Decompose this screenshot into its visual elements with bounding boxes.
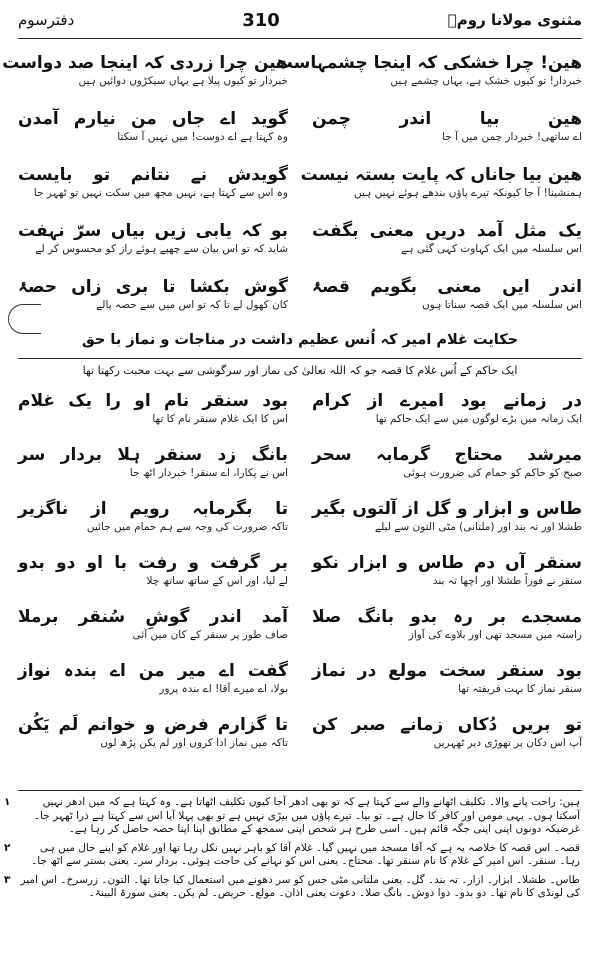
translation-line: سنقر نے فوراً طشلا اور اچھا تہ بند — [432, 575, 582, 587]
verse-pair — [312, 220, 582, 256]
footnote — [4, 796, 582, 837]
verse-line: هین چرا زردی کہ اینجا صد دواست — [2, 53, 288, 73]
verse-pair — [312, 606, 582, 642]
translation-line: بولا، اے میرے آقا! اے بندہ پرور — [159, 683, 288, 695]
story-subheading: ایک حاکم کے اُس غلام کا قصہ جو کہ اللہ تعالیٰ کی نماز اور سرگوشی سے بہت محبت رکھتا تھا — [82, 364, 518, 377]
translation-line: صبح کو حاکم کو حمام کی ضرورت ہوئی — [403, 467, 582, 479]
verse-pair — [18, 276, 288, 312]
verse-pair — [312, 444, 582, 480]
translation-line: راستہ میں مسجد تھی اور بلاوے کی آواز — [408, 629, 582, 641]
volume-label: دفترسوم — [18, 11, 75, 29]
verse-line: مسجدے بر رہ بدو بانگ صلا — [312, 607, 582, 627]
verse-pair — [18, 660, 288, 696]
footnote-rule — [18, 790, 582, 791]
translation-line: خبردار! تو کیوں خشک ہے، یہاں چشمے ہیں — [390, 75, 582, 87]
top-left-column — [2, 52, 288, 312]
verse-pair — [18, 390, 288, 426]
verse-pair — [312, 390, 582, 426]
verse-pair — [18, 108, 288, 144]
verse-line: بو کہ یابی زیں بیاں سرّ نہفت — [18, 221, 288, 241]
verse-pair — [2, 52, 288, 88]
verse-line: یک مثل آمد دریں معنی بگفت — [312, 221, 582, 241]
footnote-text: ہین: راحت پانے والا۔ تکلیف اٹھانے والے سے کہتا ہے کہ تو بھی ادھر آجا کیوں تکلیف اٹھاتا ہے۔ وہ کہتا ہے کہ میں ادھر نہیں آسکتا ہوں۔ یہی مومن اور کافر کا حال ہے۔ تو بیا۔ تیرے پاؤں میں بیڑی نہیں ہے تو بھی پہلا آیا اس سے کہتا ہے ذرا ٹھہر جا۔ غرضیکہ دونوں اپنی اپنی جگہ قائم ہیں۔ اسی طرح ہر شخص اپنی سمجھ کے مطابق اپنا اپنا حصہ حاصل کر رہا ہے۔ — [33, 796, 580, 835]
verse-line: هین! چرا خشکی کہ اینجا چشمہاست — [275, 53, 582, 73]
footnote-text: قصہ۔ اس قصہ کا خلاصہ یہ ہے کہ آقا مسجد میں نہیں گیا۔ غلام آقا کو باہر نہیں نکل رہا تھا اور غلام کو اپنے حال میں ہی رہا۔ سنقر۔ اس امیر کے غلام کا نام سنقر تھا۔ محتاج۔ یعنی اس کو نہانے کی حاجت ہوئی۔ بردار سر۔ یعنی بستر سے اٹھ جا۔ — [31, 841, 580, 867]
verse-line: هین بیا جاناں کہ پایت بستہ نیست — [300, 165, 582, 185]
story-heading: حکایت غلام امیر کہ اُنس عظیم داشت در مناجات و نماز با حق — [81, 332, 519, 348]
main-right-column — [312, 390, 582, 750]
verse-line: گوش بکشا تا بری زاں حصۂ — [18, 277, 288, 297]
footnote-number: ۱ — [4, 796, 11, 808]
verse-pair — [18, 552, 288, 588]
verse-line: گوید اے جاں من نیارم آمدن — [18, 109, 288, 129]
translation-line: شاید کہ تو اس بیان سے چھپے ہوئے راز کو محسوس کر لے — [35, 243, 288, 255]
verse-line: بر گرفت و رفت با او دو بدو — [18, 553, 288, 573]
verse-pair — [18, 606, 288, 642]
translation-line: وہ کہتا ہے اے دوست! میں نہیں آ سکتا — [117, 131, 288, 143]
translation-line: اس سلسلہ میں ایک کہاوت کہی گئی ہے — [401, 243, 582, 255]
page-number: 310 — [242, 9, 280, 31]
verse-line: تو بریں دُکاں زمانے صبر کن — [312, 715, 582, 735]
verse-line: گویدش نے نتانم تو بایست — [18, 165, 288, 185]
verse-line: بود سنقر نام او را یک غلام — [18, 391, 288, 411]
verse-pair — [312, 660, 582, 696]
verse-line: هین بیا اندر چمن — [312, 109, 582, 129]
top-right-column — [275, 52, 582, 312]
verse-line: در زمانے بود امیرے از کرام — [312, 391, 582, 411]
translation-line: کان کھول لے تا کہ تو اس میں سے حصہ پالے — [96, 299, 288, 311]
verse-pair — [18, 444, 288, 480]
translation-line: تاکہ میں نماز ادا کروں اور لم یکن پڑھ لوں — [100, 737, 288, 749]
translation-line: اس سلسلہ میں ایک قصہ سناتا ہوں — [422, 299, 582, 311]
translation-line: تاکہ ضرورت کی وجہ سے ہم حمام میں جائیں — [86, 521, 288, 533]
verse-line: گفت اے میر من اے بندہ نواز — [18, 661, 288, 681]
verse-pair — [312, 276, 582, 312]
heading-rule — [18, 358, 582, 359]
translation-line: طشلا اور تہ بند اور (ملتانی) مٹی التون سے لیلے — [374, 521, 582, 533]
translation-line: لے لیا، اور اس کے ساتھ ساتھ چلا — [146, 575, 288, 587]
verse-line: تا بگرمابہ رویم از ناگزیر — [18, 499, 288, 519]
verse-pair — [312, 714, 582, 750]
verse-pair — [312, 498, 582, 534]
verse-pair — [18, 714, 288, 750]
verse-line: بانگ زد سنقر ہلا بردار سر — [18, 445, 288, 465]
page-header — [18, 6, 582, 34]
main-verse-block — [18, 390, 582, 785]
book-title: مثنوی مولانا رومؒ — [447, 11, 582, 29]
translation-line: اس کا ایک غلام سنقر نام کا تھا — [152, 413, 288, 425]
main-left-column — [18, 390, 288, 750]
verse-line: تا گزارم فرض و خوانم لَم یَکُن — [18, 715, 288, 735]
verse-pair — [312, 552, 582, 588]
footnote-text: طاس۔ طشلا۔ ابزار۔ ازار۔ تہ بند۔ گل۔ یعنی ملتانی مٹی جس کو سر دھونے میں استعمال کیا جاتا تھا۔ التون۔ زرسرخ۔ اس امیر کی لونڈی کا نام تھا۔ دو بدو۔ دوا دوش۔ بانگ صلا۔ دعوت یعنی اذان۔ مولع۔ حریص۔ لم یکن۔ یعنی سورۃ البینۃ۔ — [20, 873, 580, 899]
footnotes — [4, 796, 582, 906]
margin-bracket-mark — [8, 304, 41, 334]
translation-line: ایک زمانہ میں بڑے لوگوں میں سے ایک حاکم تھا — [375, 413, 582, 425]
verse-line: میرشد محتاج گرمابہ سحر — [312, 445, 582, 465]
verse-pair — [18, 164, 288, 200]
verse-line: طاس و ابزار و گل از آلتوں بگیر — [312, 499, 582, 519]
translation-line: خبردار تو کیوں پیلا ہے یہاں سیکڑوں دوائیں ہیں — [78, 75, 288, 87]
translation-line: وہ اس سے کہتا ہے، نہیں مجھ میں سکت نہیں تو ٹھہر جا — [33, 187, 288, 199]
translation-line: ہمنشینا! آ جا کیونکہ تیرے پاؤں بندھے ہوئے نہیں ہیں — [353, 187, 582, 199]
footnote-number: ۳ — [4, 873, 11, 886]
translation-line: اس نے پکارا، اے سنقر! خبردار اٹھ جا — [129, 467, 288, 479]
top-verse-block — [2, 52, 582, 332]
verse-line: سنقر آں دم طاس و ابزار نکو — [312, 553, 582, 573]
verse-line: آمد اندر گوشِ سُنقر برملا — [18, 607, 288, 627]
verse-pair — [18, 498, 288, 534]
footnote-number: ۲ — [4, 841, 11, 854]
translation-line: صاف طور پر سنقر کے کان میں آئی — [132, 629, 288, 641]
translation-line: سنقر نماز کا بہت فریفتہ تھا — [458, 683, 582, 695]
verse-pair — [312, 108, 582, 144]
verse-pair — [18, 220, 288, 256]
verse-pair — [300, 164, 582, 200]
footnote — [4, 841, 582, 869]
verse-line: اندر ایں معنی بگویم قصۂ — [312, 277, 582, 297]
translation-line: اے ساتھی! خبردار چمن میں آ جا — [442, 131, 582, 143]
footnote — [4, 873, 582, 901]
verse-pair — [275, 52, 582, 88]
header-rule — [18, 38, 582, 39]
translation-line: آپ اس دکان پر تھوڑی دیر ٹھہریں — [433, 737, 582, 749]
verse-line: بود سنقر سخت مولع در نماز — [312, 661, 582, 681]
